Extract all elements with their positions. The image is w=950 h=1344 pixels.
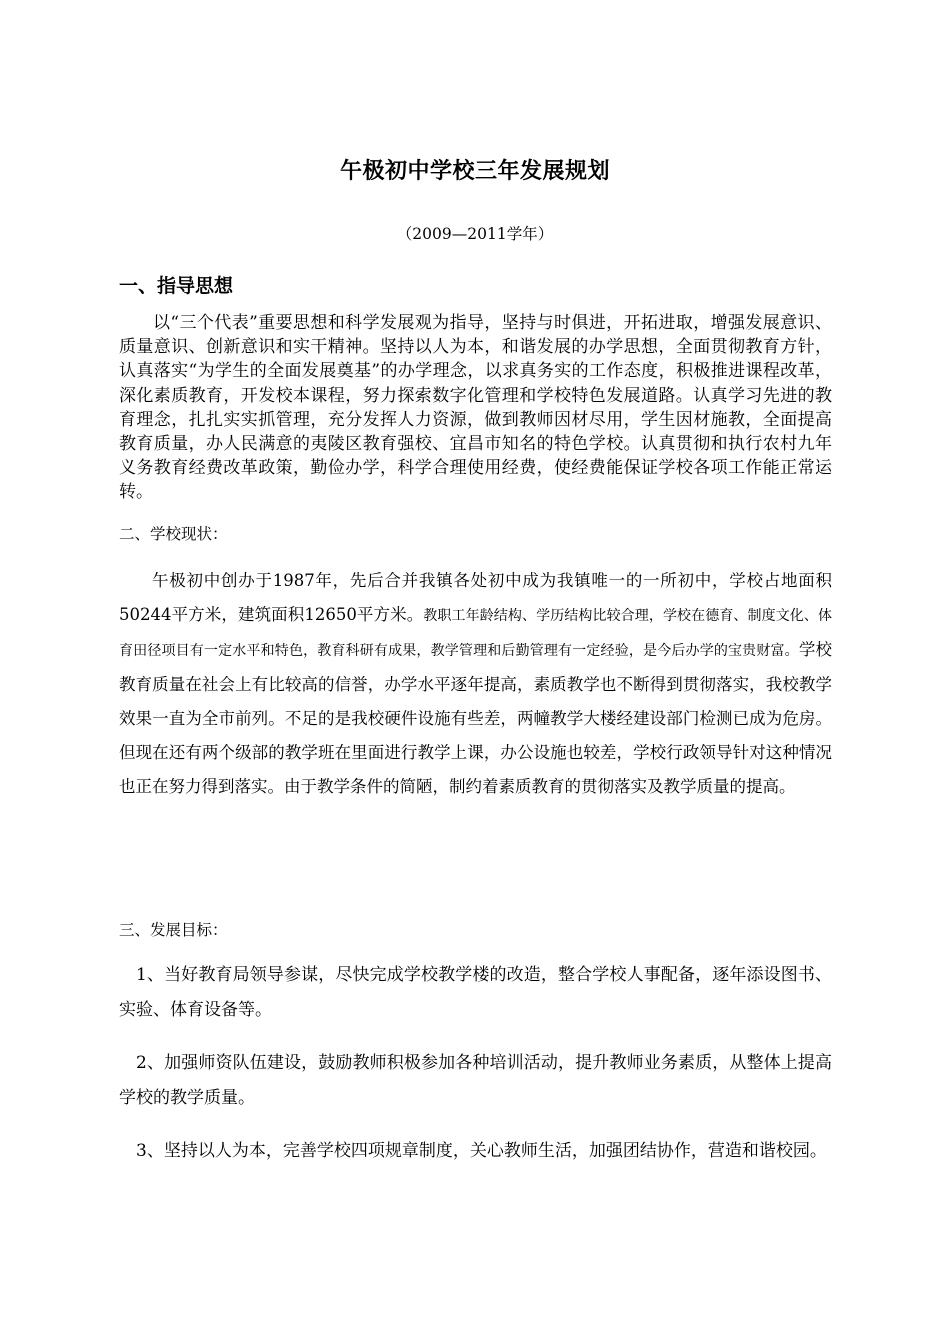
section-heading-development-goals: 三、发展目标： [119,921,228,939]
goal-item-1: 1、当好教育局领导参谋，尽快完成学校教学楼的改造，整合学校人事配备，逐年添设图书、实验、体育设备等。 [119,965,832,1020]
page-subtitle: （2009—2011学年） [396,225,554,243]
status-text-part3: 学校教育质量在社会上有比较高的信誉，办学水平逐年提高，素质教学也不断得到贯彻落实，我校教学效果一直为全市前列。不足的是我校硬件设施有些差，两幢教学大楼经建设部门检测已成为危房。但现在还有两个级部的教学班在里面进行教学上课，办公设施也较差，学校行政领导针对这种情况也正在努力得到落实。由于教学条件的简陋，制约着素质教育的贯彻落实及教学质量的提高。 [119,640,833,796]
goal-item-2: 2、加强师资队伍建设，鼓励教师积极参加各种培训活动，提升教师业务素质，从整体上提高学校的教学质量。 [119,1053,832,1108]
goal-item-3: 3、坚持以人为本，完善学校四项规章制度，关心教师生活，加强团结协作，营造和谐校园。 [136,1141,827,1161]
section-body-guiding-ideology: 以“三个代表”重要思想和科学发展观为指导，坚持与时俱进，开拓进取，增强发展意识、质量意识、创新意识和实干精神。坚持以人为本，和谐发展的办学思想，全面贯彻教育方针，认真落实“为学生的全面发展奠基”的办学理念，以求真务实的工作态度，积极推进课程改革，深化素质教育，开发校本课程，努力探索数字化管理和学校特色发展道路。认真学习先进的教育理念，扎扎实实抓管理，充分发挥人力资源，做到教师因材尽用，学生因材施教，全面提高教育质量，办人民满意的夷陵区教育强校、宜昌市知名的特色学校。认真贯彻和执行农村九年义务教育经费改革政策，勤俭办学，科学合理使用经费，使经费能保证学校各项工作能正常运转。 [119,313,832,503]
page-title: 午极初中学校三年发展规划 [339,159,610,184]
status-text-part2: 教职工年龄结构、学历结构比较合理，学校在德育、制度文化、体育田径项目有一定水平和特色，教育科研有成果，教学管理和后勤管理有一定经验，是今后办学的宝贵财富。 [119,608,833,659]
section-heading-guiding-ideology: 一、指导思想 [119,275,234,297]
section-body-school-status [119,564,832,804]
status-text-part1: 午极初中创办于1987年，先后合并我镇各处初中成为我镇唯一的一所初中，学校占地面积50244平方米，建筑面积12650平方米。 [119,571,832,624]
section-heading-school-status: 二、学校现状： [119,525,228,543]
